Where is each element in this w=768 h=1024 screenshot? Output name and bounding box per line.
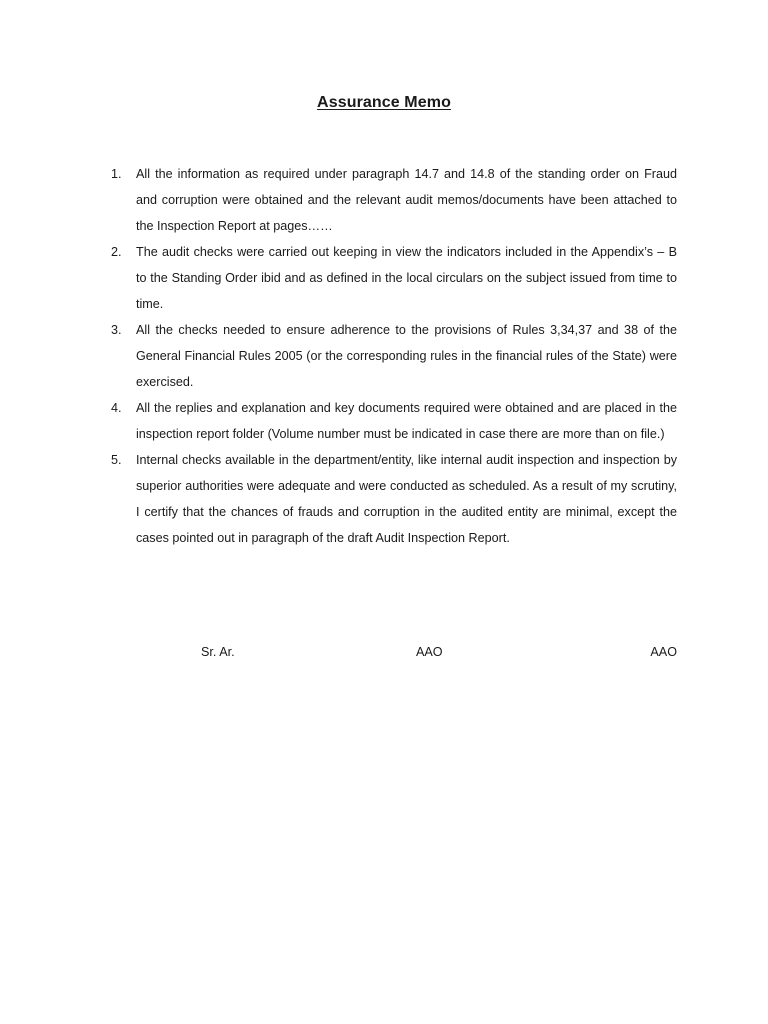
list-item <box>109 395 677 447</box>
list-item-text: All the replies and explanation and key documents required were obtained and are placed in the inspection report folder (Volume number must be indicated in case there are more than on file.) <box>136 401 677 441</box>
signature-aao-2: AAO <box>650 645 677 659</box>
list-item-text: All the information as required under paragraph 14.7 and 14.8 of the standing order on Fraud and corruption were obtained and the relevant audit memos/documents have been attached to the Inspection Report at pages…… <box>136 167 677 233</box>
list-item-number: 3. <box>111 323 122 337</box>
signature-aao-1: AAO <box>416 645 443 659</box>
list-item <box>109 239 677 317</box>
list-item-text: Internal checks available in the department/entity, like internal audit inspection and inspection by superior authorities were adequate and were conducted as scheduled. As a result of my scrutiny, I certify that the chances of frauds and corruption in the audited entity are minimal, except the cases pointed out in paragraph of the draft Audit Inspection Report. <box>136 453 677 545</box>
list-item <box>109 317 677 395</box>
list-item-text: All the checks needed to ensure adherence to the provisions of Rules 3,34,37 and 38 of the General Financial Rules 2005 (or the corresponding rules in the financial rules of the State) were exercised. <box>136 323 677 389</box>
list-item-text: The audit checks were carried out keeping in view the indicators included in the Appendix’s – B to the Standing Order ibid and as defined in the local circulars on the subject issued from time to time. <box>136 245 677 311</box>
list-item-number: 1. <box>111 167 122 181</box>
list-item-number: 2. <box>111 245 122 259</box>
list-item-number: 4. <box>111 401 122 415</box>
list-item-number: 5. <box>111 453 122 467</box>
signature-sr-ar: Sr. Ar. <box>201 645 235 659</box>
list-item <box>109 161 677 239</box>
document-title: Assurance Memo <box>317 94 451 111</box>
assurance-list <box>109 161 677 551</box>
list-item <box>109 447 677 551</box>
signature-row <box>0 645 768 665</box>
